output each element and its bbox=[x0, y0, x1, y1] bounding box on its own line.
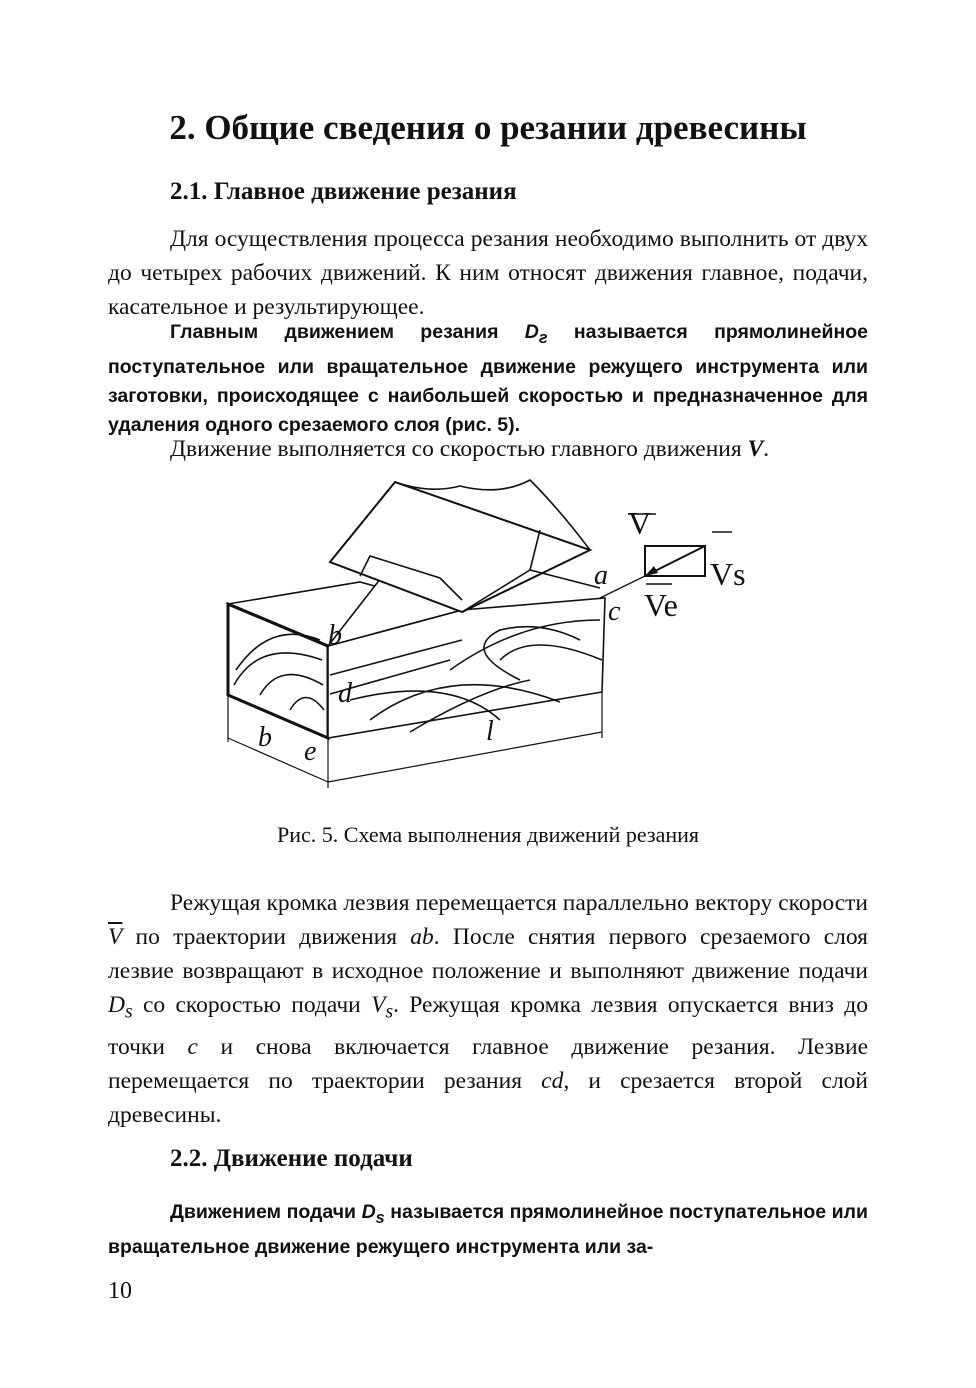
label-l: l bbox=[486, 716, 494, 747]
label-b-dim: b bbox=[258, 722, 272, 753]
page-number: 10 bbox=[108, 1278, 132, 1304]
label-b-top: b bbox=[328, 620, 342, 651]
label-c: c bbox=[608, 596, 621, 627]
section-2-1-title: 2.1. Главное движение резания bbox=[170, 178, 517, 205]
feed-motion-definition: Движением подачи $D_s$ называется прямолинейное поступательное или вращательное движение режущего инструмента или за- bbox=[108, 1201, 868, 1258]
section-2-2-title: 2.2. Движение подачи bbox=[170, 1145, 413, 1172]
cutting-motion-diagram bbox=[200, 470, 780, 810]
velocity-sentence: Движение выполняется со скоростью главного движения V. bbox=[170, 436, 770, 462]
label-vs: Vs bbox=[710, 556, 746, 592]
cutting-edge-paragraph: Режущая кромка лезвия перемещается параллельно вектору скорости $\overline{V}$ по траектории движения ab. После снятия первого срезаемого слоя лезвие возвращают в исходное положение и выполняют движение подачи $D_s$ со скоростью подачи $V_s$. Режущая кромка лезвия опускается вниз до точки c и снова включается главное движение резания. Лезвие перемещается по траектории резания cd, и срезается второй слой древесины. bbox=[108, 890, 868, 1128]
intro-paragraph: Для осуществления процесса резания необходимо выполнить от двух до четырех рабочих движений. К ним относят движения главное, подачи, касательное и результирующее. bbox=[108, 226, 868, 320]
figure-caption: Рис. 5. Схема выполнения движений резания bbox=[276, 822, 700, 847]
label-d: d bbox=[338, 678, 352, 709]
label-a: a bbox=[594, 560, 608, 591]
chapter-title: 2. Общие сведения о резании древесины bbox=[169, 108, 807, 147]
label-ve: Ve bbox=[644, 587, 678, 623]
main-motion-definition: Главным движением резания $D_г$ называется прямолинейное поступательное или вращательное движение режущего инструмента или заготовки, происходящее с наибольшей скоростью и предназначенное для удаления одного срезаемого слоя (рис. 5). bbox=[108, 321, 868, 436]
label-e: e bbox=[304, 736, 317, 767]
label-v: V bbox=[628, 505, 652, 541]
